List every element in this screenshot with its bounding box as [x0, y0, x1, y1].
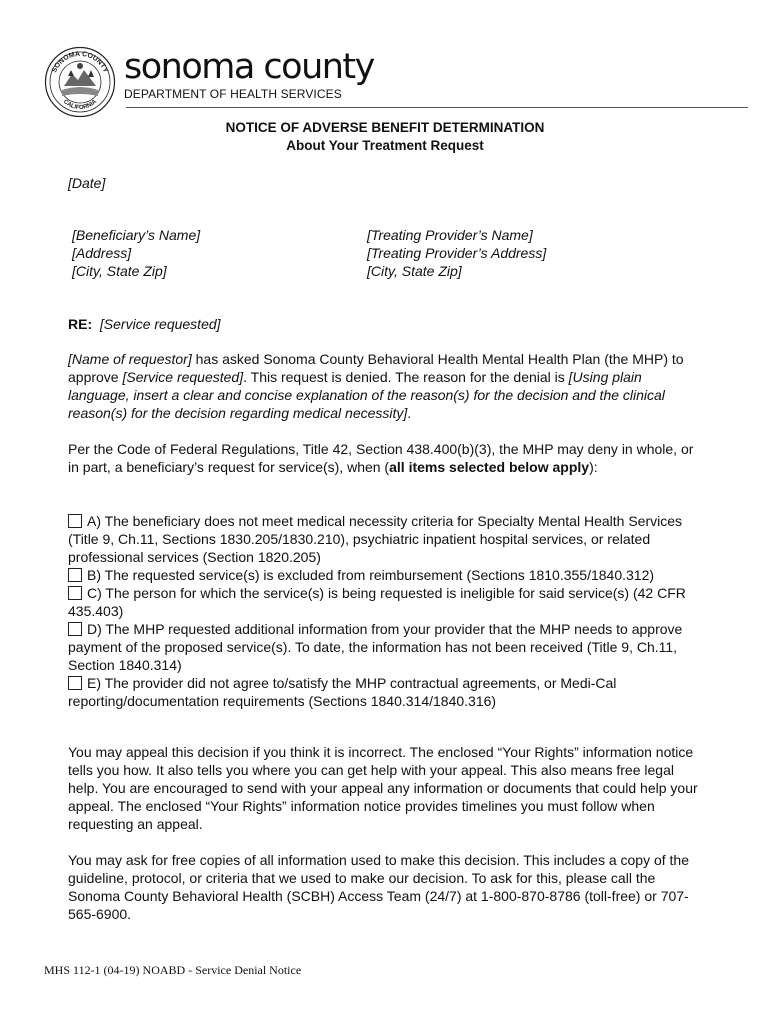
- page-title: NOTICE OF ADVERSE BENEFIT DETERMINATION: [225, 120, 545, 135]
- beneficiary-name: [Beneficiary’s Name]: [72, 227, 201, 243]
- option-c-label: C) The person for which the service(s) is being requested is ineligible for said service(s) (42 CFR 435.403): [68, 585, 686, 619]
- option-b-checkbox[interactable]: [68, 568, 82, 582]
- intro-paragraph: [Name of requestor] has asked Sonoma County Behavioral Health Mental Health Plan (the MHP) to approve [Service requested]. This request is denied. The reason for the denial is [Using plain language, insert a clear and concise explanation of the reason(s) for the decision and the clinical reason(s) for the decision regarding medical necessity].: [68, 351, 684, 421]
- provider-name: [Treating Provider’s Name]: [367, 227, 533, 243]
- department-name: DEPARTMENT OF HEALTH SERVICES: [124, 87, 342, 101]
- beneficiary-city: [City, State Zip]: [72, 263, 167, 279]
- option-e-checkbox[interactable]: [68, 676, 82, 690]
- option-c: [68, 584, 698, 620]
- regulation-emphasis: all items selected below apply: [389, 459, 590, 475]
- header-divider: [126, 107, 748, 108]
- option-a: [68, 512, 698, 566]
- form-footer: MHS 112-1 (04-19) NOABD - Service Denial Notice: [44, 963, 302, 977]
- service-placeholder: [Service requested]: [122, 369, 244, 385]
- department-logo: [124, 48, 374, 101]
- re-value: [Service requested]: [99, 316, 221, 332]
- provider-city: [City, State Zip]: [367, 263, 462, 279]
- option-d-checkbox[interactable]: [68, 622, 82, 636]
- appeal-paragraph: You may appeal this decision if you think it is incorrect. The enclosed “Your Rights” information notice tells you how. It also tells you where you can get help with your appeal. This also means free legal help. You are encouraged to send with your appeal any information or documents that could help your appeal. The enclosed “Your Rights” information notice provides timelines you must follow when requesting an appeal.: [68, 744, 698, 832]
- date-placeholder: [Date]: [68, 175, 106, 191]
- option-d-label: D) The MHP requested additional information from your provider that the MHP needs to approve payment of the proposed service(s). To date, the information has not been received (Title 9, Ch.11, Section 1840.314): [68, 621, 683, 673]
- provider-address: [Treating Provider’s Address]: [367, 245, 547, 261]
- denial-options-list: [68, 512, 698, 710]
- option-b: [68, 566, 698, 584]
- option-a-checkbox[interactable]: [68, 514, 82, 528]
- option-a-label: A) The beneficiary does not meet medical necessity criteria for Specialty Mental Health Services (Title 9, Ch.11, Sections 1830.205/1830.210), psychiatric inpatient hospital services, or related professional services (Section 1820.205): [68, 513, 683, 565]
- free-copies-paragraph: You may ask for free copies of all information used to make this decision. This includes a copy of the guideline, protocol, or criteria that we used to make our decision. To ask for this, please call the Sonoma County Behavioral Health (SCBH) Access Team (24/7) at 1-800-870-8786 (toll-free) or 707-565-6900.: [68, 852, 689, 922]
- option-e: [68, 674, 698, 710]
- reason-placeholder: [Using plain language, insert a clear and concise explanation of the reason(s) for the decision and the clinical reason(s) for the decision regarding medical necessity]: [68, 369, 665, 421]
- beneficiary-block: [72, 226, 200, 280]
- option-b-label: B) The requested service(s) is excluded from reimbursement (Sections 1810.355/1840.312): [87, 567, 655, 583]
- county-seal-logo: [44, 46, 116, 118]
- beneficiary-address: [Address]: [72, 245, 132, 261]
- regulation-paragraph: Per the Code of Federal Regulations, Title 42, Section 438.400(b)(3), the MHP may deny in whole, or in part, a beneficiary’s request for service(s), when (all items selected below apply):: [68, 441, 694, 475]
- svg-text:CALIFORNIA: CALIFORNIA: [61, 98, 99, 112]
- option-d: [68, 620, 698, 674]
- option-e-label: E) The provider did not agree to/satisfy the MHP contractual agreements, or Medi-Cal reporting/documentation requirements (Sections 1840.314/1840.316): [68, 675, 617, 709]
- re-label: RE:: [68, 316, 93, 332]
- requestor-placeholder: [Name of requestor]: [68, 351, 192, 367]
- svg-text:SONOMA COUNTY: SONOMA COUNTY: [50, 50, 110, 74]
- provider-block: [367, 226, 546, 280]
- option-c-checkbox[interactable]: [68, 586, 82, 600]
- page-subtitle: About Your Treatment Request: [286, 138, 484, 153]
- re-line: [68, 315, 221, 333]
- logo-wordmark: sonoma county: [124, 47, 374, 87]
